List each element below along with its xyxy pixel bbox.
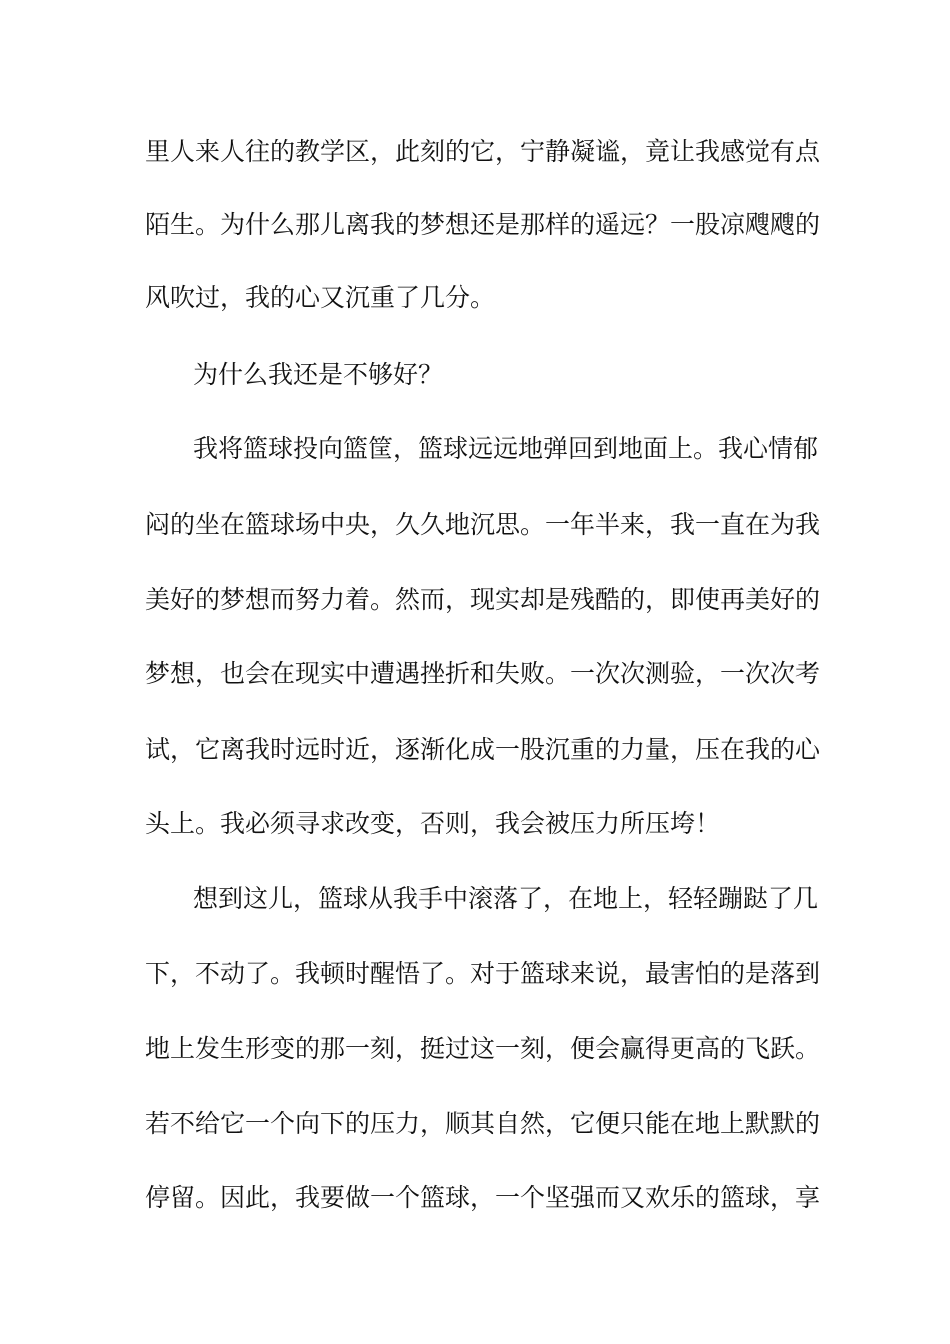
text-line: 陌生。为什么那儿离我的梦想还是那样的遥远？一股凉飕飕的 (145, 210, 821, 239)
text-line: 若不给它一个向下的压力，顺其自然，它便只能在地上默默的 (145, 1109, 821, 1138)
text-line: 里人来人往的教学区，此刻的它，宁静凝谧，竟让我感觉有点 (145, 137, 821, 166)
text-line: 我将篮球投向篮筐，篮球远远地弹回到地面上。我心情郁 (193, 434, 819, 463)
text-line: 为什么我还是不够好？ (193, 360, 444, 389)
text-line: 下，不动了。我顿时醒悟了。对于篮球来说，最害怕的是落到 (145, 959, 821, 988)
text-line: 试，它离我时远时近，逐渐化成一股沉重的力量，压在我的心 (145, 735, 821, 764)
text-line: 停留。因此，我要做一个篮球，一个坚强而又欢乐的篮球，享 (145, 1183, 821, 1212)
text-line: 闷的坐在篮球场中央，久久地沉思。一年半来，我一直在为我 (145, 510, 821, 539)
text-line: 风吹过，我的心又沉重了几分。 (145, 283, 496, 312)
text-line: 美好的梦想而努力着。然而，现实却是残酷的，即使再美好的 (145, 585, 821, 614)
text-line: 地上发生形变的那一刻，挺过这一刻，便会赢得更高的飞跃。 (145, 1034, 821, 1063)
text-line: 梦想，也会在现实中遭遇挫折和失败。一次次测验，一次次考 (145, 659, 821, 688)
text-line: 头上。我必须寻求改变，否则，我会被压力所压垮！ (145, 809, 721, 838)
text-line: 想到这儿，篮球从我手中滚落了，在地上，轻轻蹦跶了几 (193, 884, 819, 913)
